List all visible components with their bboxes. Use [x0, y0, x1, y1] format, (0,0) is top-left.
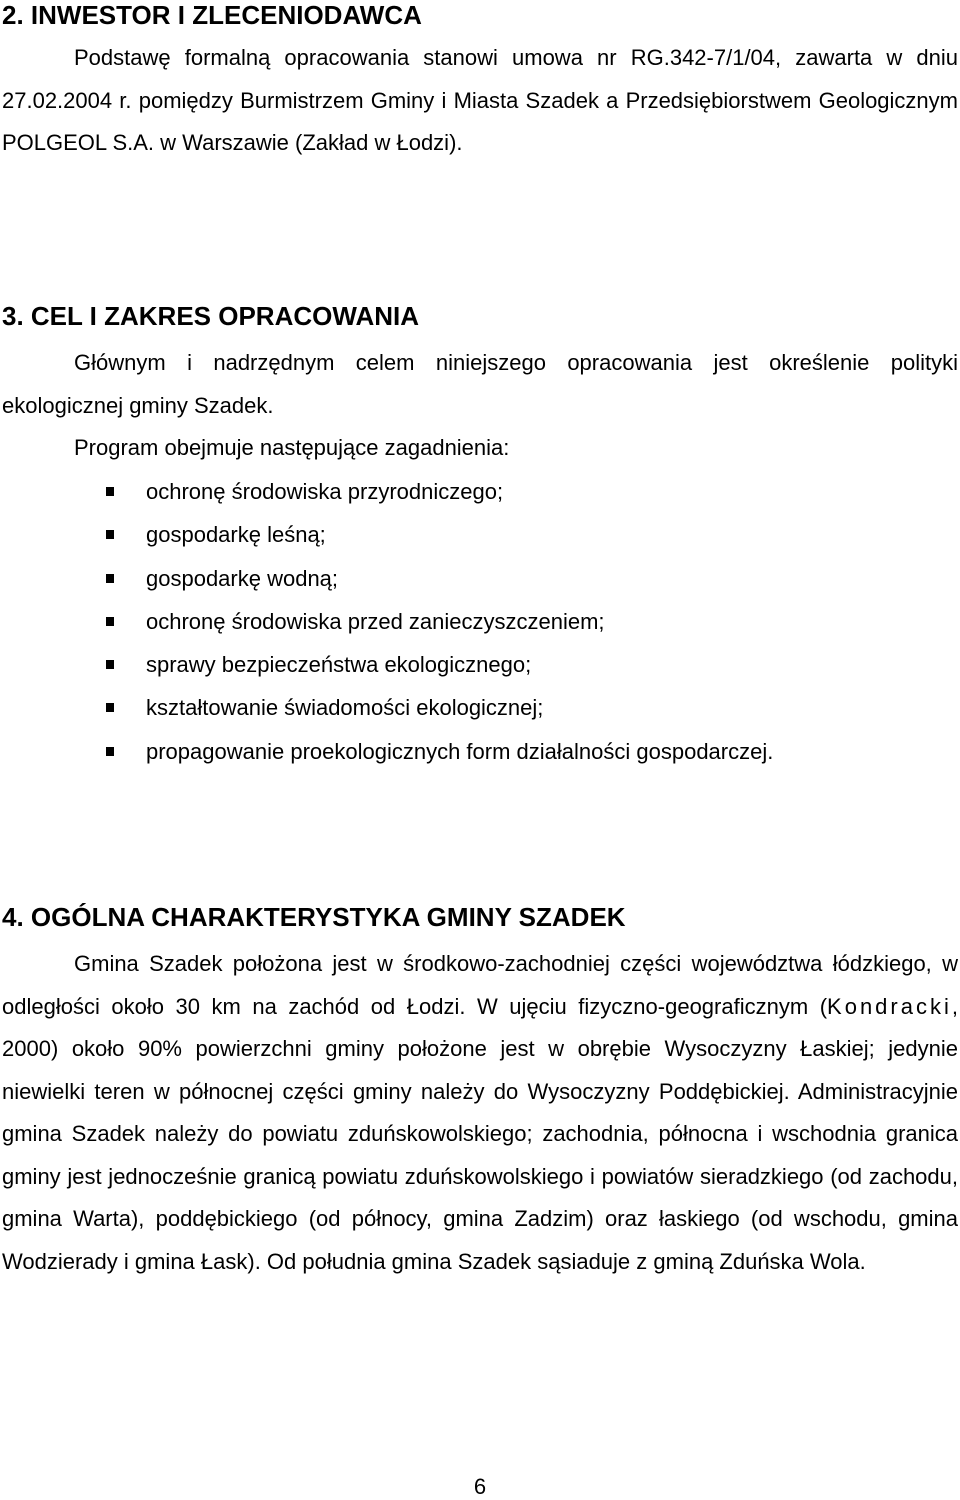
section-4-heading: 4. OGÓLNA CHARAKTERYSTYKA GMINY SZADEK: [2, 902, 626, 932]
list-item-label: propagowanie proekologicznych form działalności gospodarczej.: [146, 738, 774, 764]
list-item-label: ochronę środowiska przyrodniczego;: [146, 479, 504, 504]
square-bullet-icon: [106, 574, 114, 583]
section-3-heading: 3. CEL I ZAKRES OPRACOWANIA: [2, 301, 420, 331]
citation-author: Kondracki: [827, 993, 952, 1019]
square-bullet-icon: [106, 487, 114, 496]
list-item: [0, 643, 773, 686]
list-item: [0, 730, 773, 773]
list-item-label: sprawy bezpieczeństwa ekologicznego;: [146, 652, 532, 678]
paragraph-text: Gmina Szadek położona jest w środkowo-zachodniej części województwa łódzkiego, w odległości około 30 km na zachód od Łodzi. W ujęciu fizyczno-geograficznym (: [2, 951, 958, 1019]
program-intro: Program obejmuje następujące zagadnienia:: [74, 435, 510, 460]
square-bullet-icon: [106, 747, 114, 756]
square-bullet-icon: [106, 660, 114, 669]
list-item-label: kształtowanie świadomości ekologicznej;: [146, 695, 544, 721]
list-item-label: gospodarkę leśną;: [146, 522, 326, 548]
page-number: 6: [473, 1474, 487, 1499]
list-item: [0, 557, 773, 600]
list-item: [0, 686, 773, 729]
square-bullet-icon: [106, 617, 114, 626]
section-2-heading: 2. INWESTOR I ZLECENIODAWCA: [2, 0, 422, 30]
square-bullet-icon: [106, 703, 114, 712]
program-topics-list: [0, 470, 773, 773]
list-item: [0, 513, 773, 556]
square-bullet-icon: [106, 530, 114, 539]
list-item: [0, 600, 773, 643]
paragraph-text: , 2000) około 90% powierzchni gminy położone jest w obrębie Wysoczyzny Łaskiej; jedynie niewielki teren w północnej części gminy należy do Wysoczyzny Poddębickiej. Administracyjnie gmina Szadek należy do powiatu zduńskowolskiego; zachodnia, północna i wschodnia granica gminy jest jednocześnie granicą powiatu zduńskowolskiego i powiatów sieradzkiego (od zachodu, gmina Warta), poddębickiego (od północy, gmina Zadzim) oraz łaskiego (od wschodu, gmina Wodzierady i gmina Łask). Od południa gmina Szadek sąsiaduje z gminą Zduńska Wola.: [2, 993, 958, 1274]
section-2-paragraph: Podstawę formalną opracowania stanowi umowa nr RG.342-7/1/04, zawarta w dniu 27.02.2004 r. pomiędzy Burmistrzem Gminy i Miasta Szadek a Przedsiębiorstwem Geologicznym POLGEOL S.A. w Warszawie (Zakład w Łodzi).: [2, 45, 958, 155]
list-item: [0, 470, 773, 513]
section-4-paragraph: [2, 943, 958, 1283]
list-item-label: ochronę środowiska przed zanieczyszczeniem;: [146, 608, 605, 634]
section-3-paragraph: Głównym i nadrzędnym celem niniejszego opracowania jest określenie polityki ekologicznej gminy Szadek.: [2, 350, 958, 418]
list-item-label: gospodarkę wodną;: [146, 565, 339, 591]
